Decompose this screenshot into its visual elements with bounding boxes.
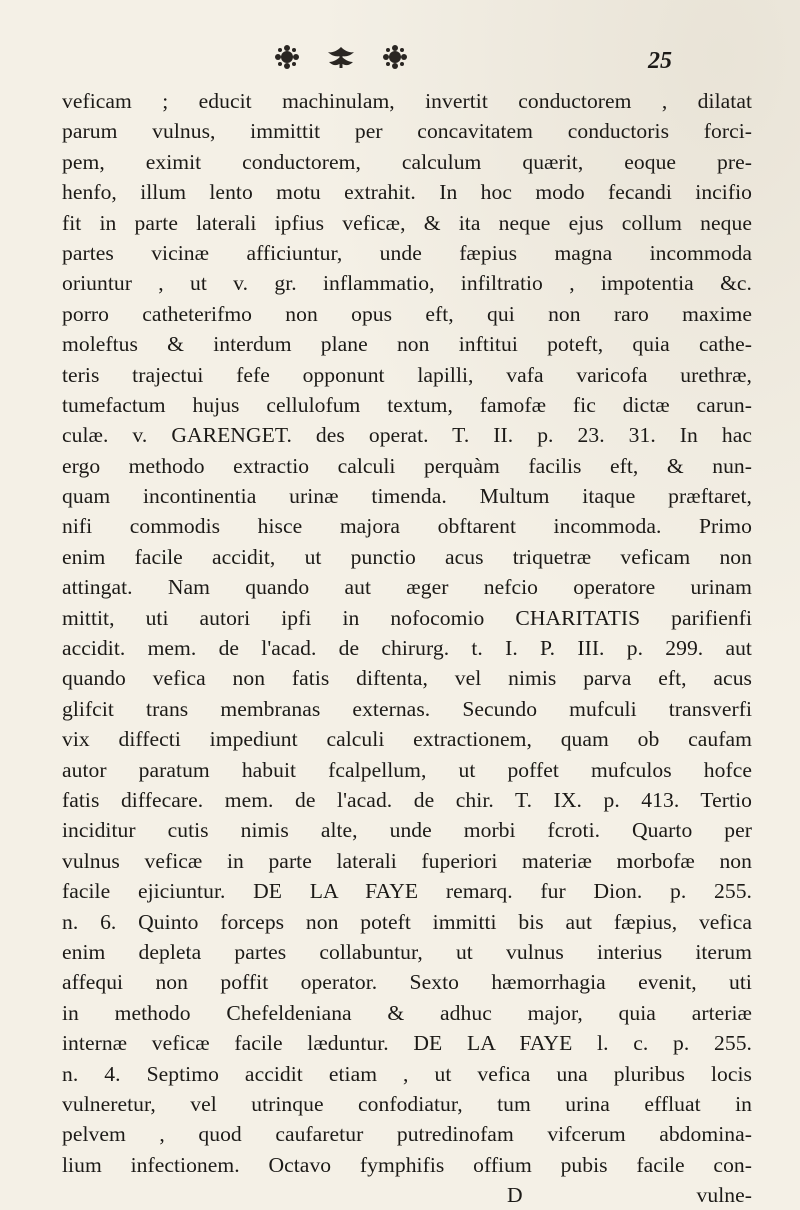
catchword: vulne- <box>696 1183 752 1208</box>
footer-line <box>62 1180 752 1210</box>
text-line: ergo methodo extractio calculi perquàm facilis eft, & nun- <box>62 453 752 478</box>
text-line: facile ejiciuntur. DE LA FAYE remarq. fur Dion. p. 255. <box>62 879 752 904</box>
text-line: autor paratum habuit fcalpellum, ut poffet mufculos hofce <box>62 757 752 782</box>
text-line: mittit, uti autori ipfi in nofocomio CHARITATIS parifienfi <box>62 605 752 630</box>
signature-mark: D <box>507 1183 523 1208</box>
text-line: n. 4. Septimo accidit etiam , ut vefica una pluribus locis <box>62 1061 752 1086</box>
running-head <box>0 38 800 78</box>
text-line: vix diffecti impediunt calculi extractionem, quam ob caufam <box>62 727 752 752</box>
fleuron-left-icon <box>272 44 302 70</box>
text-line: enim facile accidit, ut punctio acus triquetræ veficam non <box>62 544 752 569</box>
text-line: lium infectionem. Octavo fymphifis offium pubis facile con- <box>62 1152 752 1177</box>
text-line: moleftus & interdum plane non inftitui poteft, quia cathe- <box>62 332 752 357</box>
text-line: parum vulnus, immittit per concavitatem conductoris forci- <box>62 119 752 144</box>
text-line: culæ. v. GARENGET. des operat. T. II. p. 23. 31. In hac <box>62 423 752 448</box>
text-line: tumefactum hujus cellulofum textum, famofæ fic dictæ carun- <box>62 392 752 417</box>
fleuron-right-icon <box>380 44 410 70</box>
text-line: porro catheterifmo non opus eft, qui non raro maxime <box>62 301 752 326</box>
ornament-row <box>272 44 410 70</box>
text-line: nifi commodis hisce majora obftarent incommoda. Primo <box>62 514 752 539</box>
text-line: internæ veficæ facile læduntur. DE LA FAYE l. c. p. 255. <box>62 1031 752 1056</box>
text-line: pelvem , quod caufaretur putredinofam vifcerum abdomina- <box>62 1122 752 1147</box>
text-line: vulnus veficæ in parte laterali fuperiori materiæ morbofæ non <box>62 848 752 873</box>
text-line: partes vicinæ afficiuntur, unde fæpius magna incommoda <box>62 240 752 265</box>
text-line: inciditur cutis nimis alte, unde morbi fcroti. Quarto per <box>62 818 752 843</box>
text-line: attingat. Nam quando aut æger nefcio operatore urinam <box>62 575 752 600</box>
text-line: pem, eximit conductorem, calculum quærit, eoque pre- <box>62 149 752 174</box>
text-line: quando vefica non fatis diftenta, vel nimis parva eft, acus <box>62 666 752 691</box>
text-line: henfo, illum lento motu extrahit. In hoc modo fecandi incifio <box>62 180 752 205</box>
text-line: in methodo Chefeldeniana & adhuc major, quia arteriæ <box>62 1000 752 1025</box>
text-line: n. 6. Quinto forceps non poteft immitti bis aut fæpius, vefica <box>62 909 752 934</box>
text-line: glifcit trans membranas externas. Secundo mufculi transverfi <box>62 696 752 721</box>
text-line: veficam ; educit machinulam, invertit conductorem , dilatat <box>62 89 752 113</box>
text-line: fatis diffecare. mem. de l'acad. de chir. T. IX. p. 413. Tertio <box>62 787 752 812</box>
text-line: affequi non poffit operator. Sexto hæmorrhagia evenit, uti <box>62 970 752 995</box>
text-line: vulneretur, vel utrinque confodiatur, tum urina effluat in <box>62 1091 752 1116</box>
page-number: 25 <box>648 48 672 74</box>
text-line: quam incontinentia urinæ timenda. Multum itaque præftaret, <box>62 484 752 509</box>
text-line: fit in parte laterali ipfius veficæ, & ita neque ejus collum neque <box>62 210 752 235</box>
body-text <box>62 86 752 1210</box>
text-line: oriuntur , ut v. gr. inflammatio, infiltratio , impotentia &c. <box>62 271 752 296</box>
text-line: enim depleta partes collabuntur, ut vulnus interius iterum <box>62 939 752 964</box>
text-line: teris trajectui fefe opponunt lapilli, vafa varicofa urethræ, <box>62 362 752 387</box>
text-line: accidit. mem. de l'acad. de chirurg. t. I. P. III. p. 299. aut <box>62 636 752 661</box>
fleuron-center-icon <box>326 44 356 70</box>
